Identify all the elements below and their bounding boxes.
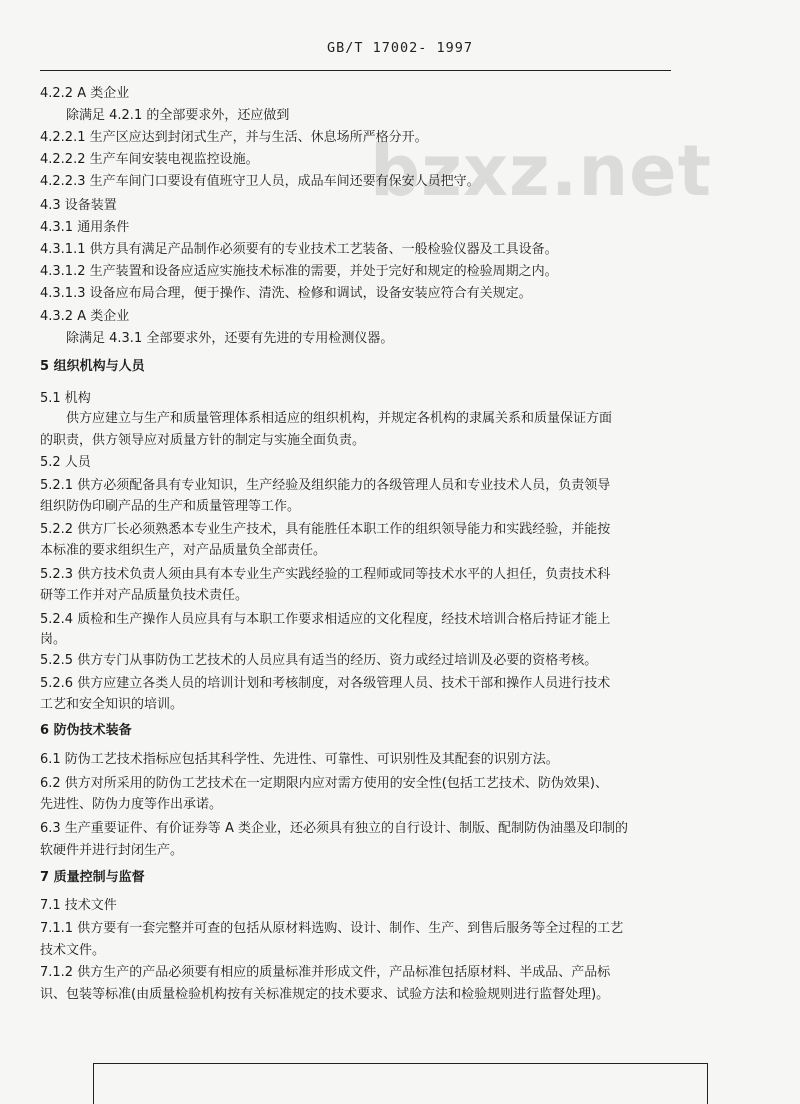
body-line: 4.3.1.2 生产装置和设备应适应实施技术标准的需要，并处于完好和规定的检验周期之内。 [40,264,558,279]
body-line: 4.2.2.3 生产车间门口要设有值班守卫人员，成品车间还要有保安人员把守。 [40,174,480,189]
body-line: 除满足 4.3.1 全部要求外，还要有先进的专用检测仪器。 [66,331,394,346]
body-line: 6.3 生产重要证件、有价证券等 A 类企业，还必须具有独立的自行设计、制版、配制防伪油墨及印制的 [40,821,628,836]
body-line: 组织防伪印刷产品的生产和质量管理等工作。 [40,499,301,514]
body-line: 研等工作并对产品质量负技术责任。 [40,588,249,603]
body-line: 本标准的要求组织生产，对产品质量负全部责任。 [40,543,327,558]
body-line: 的职责，供方领导应对质量方针的制定与实施全面负责。 [40,433,366,448]
body-line: 工艺和安全知识的培训。 [40,697,184,712]
section-heading: 7 质量控制与监督 [40,870,145,885]
body-line: 4.3.1 通用条件 [40,220,130,235]
body-line: 岗。 [40,632,67,647]
body-line: 4.3.1.1 供方具有满足产品制作必须要有的专业技术工艺装备、一般检验仪器及工具设备。 [40,242,558,257]
body-line: 5.2.2 供方厂长必须熟悉本专业生产技术，具有能胜任本职工作的组织领导能力和实践经验，并能按 [40,522,611,537]
body-line: 先进性、防伪力度等作出承诺。 [40,797,223,812]
section-heading: 6 防伪技术装备 [40,723,132,738]
body-line: 5.2.6 供方应建立各类人员的培训计划和考核制度，对各级管理人员、技术干部和操作人员进行技术 [40,676,611,691]
body-line: 7.1.1 供方要有一套完整并可查的包括从原材料选购、设计、制作、生产、到售后服务等全过程的工艺 [40,921,624,936]
section-heading: 5 组织机构与人员 [40,359,145,374]
body-line: 7.1 技术文件 [40,898,117,913]
body-line: 7.1.2 供方生产的产品必须要有相应的质量标准并形成文件，产品标准包括原材料、半成品、产品标 [40,965,611,980]
body-line: 4.2.2.2 生产车间安装电视监控设施。 [40,152,259,167]
body-line: 5.2.1 供方必须配备具有专业知识，生产经验及组织能力的各级管理人员和专业技术人员，负责领导 [40,478,611,493]
body-line: 4.3.1.3 设备应布局合理，便于操作、清洗、检修和调试，设备安装应符合有关规定。 [40,286,532,301]
header-rule [40,70,671,71]
body-line: 5.2.4 质检和生产操作人员应具有与本职工作要求相适应的文化程度，经技术培训合格后持证才能上 [40,612,611,627]
body-line: 4.3 设备装置 [40,198,117,213]
body-line: 5.2 人员 [40,455,91,470]
body-line: 供方应建立与生产和质量管理体系相适应的组织机构，并规定各机构的隶属关系和质量保证方面 [66,411,613,426]
body-line: 5.2.5 供方专门从事防伪工艺技术的人员应具有适当的经历、资力或经过培训及必要的资格考核。 [40,653,598,668]
body-line: 4.3.2 A 类企业 [40,309,130,324]
body-line: 6.1 防伪工艺技术指标应包括其科学性、先进性、可靠性、可识别性及其配套的识别方法。 [40,752,559,767]
body-line: 5.1 机构 [40,391,91,406]
body-line: 软硬件并进行封闭生产。 [40,843,184,858]
standard-code-header: GB/T 17002- 1997 [326,40,474,56]
body-line: 4.2.2.1 生产区应达到封闭式生产，并与生活、休息场所严格分开。 [40,130,428,145]
body-line: 技术文件。 [40,943,106,958]
body-line: 5.2.3 供方技术负责人须由具有本专业生产实践经验的工程师或同等技术水平的人担任，负责技术科 [40,567,611,582]
body-line: 识、包装等标准(由质量检验机构按有关标准规定的技术要求、试验方法和检验规则进行监督处理)。 [40,987,610,1002]
body-line: 除满足 4.2.1 的全部要求外，还应做到 [66,108,290,123]
body-line: 4.2.2 A 类企业 [40,86,130,101]
footer-frame [93,1063,708,1104]
body-line: 6.2 供方对所采用的防伪工艺技术在一定期限内应对需方使用的安全性(包括工艺技术、防伪效果)、 [40,776,608,791]
site-watermark: bzxz.net [370,130,713,212]
